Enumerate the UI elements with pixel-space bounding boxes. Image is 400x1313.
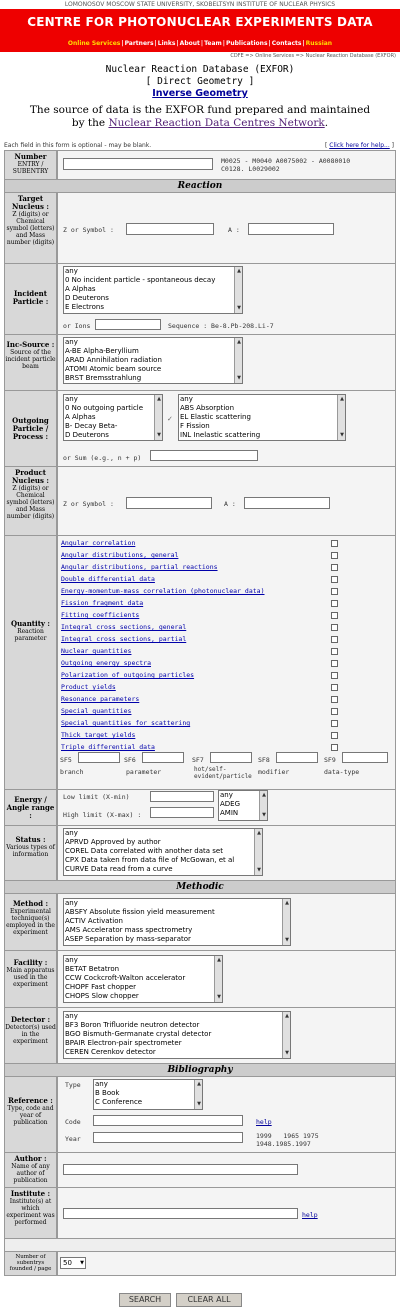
quantity-link[interactable]: Fission fragment data	[61, 599, 144, 607]
sf6-input[interactable]	[142, 752, 184, 763]
sf5-label: SF5	[60, 756, 72, 764]
author-row	[5, 1153, 395, 1187]
quantity-label: Quantity : Reaction parameter	[5, 536, 56, 789]
sf8-label: SF8	[258, 756, 270, 764]
section-methodic: Methodic	[5, 881, 395, 893]
chevron-down-icon: ▼	[80, 1260, 84, 1266]
year-label: Year	[65, 1135, 81, 1143]
outgoing-row	[5, 391, 395, 466]
quantity-checkbox[interactable]	[331, 564, 338, 571]
menu-contacts[interactable]: Contacts	[271, 40, 302, 47]
quantity-link[interactable]: Resonance parameters	[61, 695, 140, 703]
reference-cell	[58, 1077, 395, 1152]
sf8-input[interactable]	[276, 752, 318, 763]
quantity-checkbox[interactable]	[331, 540, 338, 547]
method-label: Method : Experimental technique(s) employed in the experiment	[5, 894, 56, 950]
energy-row	[5, 790, 395, 825]
subentries-cell	[58, 1252, 395, 1275]
quantity-link[interactable]: Energy-momentum-mass correlation (photonuclear data)	[61, 587, 265, 595]
or-sum-label: or Sum (e.g., n + p)	[63, 454, 142, 462]
quantity-link[interactable]: Double differential data	[61, 575, 155, 583]
incident-row	[5, 264, 395, 334]
quantity-link[interactable]: Polarization of outgoing particles	[61, 671, 195, 679]
subentries-select[interactable]: 50 ▼	[60, 1257, 86, 1269]
menu-about[interactable]: About	[179, 40, 200, 47]
scrollbar[interactable]	[259, 791, 267, 820]
source-suffix: .	[324, 117, 329, 129]
energy-cell	[58, 790, 395, 825]
quantity-checkbox[interactable]	[331, 588, 338, 595]
quantity-checkbox[interactable]	[331, 708, 338, 715]
target-row	[5, 193, 395, 263]
quantity-link[interactable]: Triple differential data	[61, 743, 155, 751]
quantity-link[interactable]: Integral cross sections, partial	[61, 635, 187, 643]
quantity-checkbox[interactable]	[331, 696, 338, 703]
quantity-checkbox[interactable]	[331, 552, 338, 559]
target-z-input[interactable]	[126, 223, 214, 235]
entry-cell	[58, 151, 395, 179]
incsource-label: Inc-Source : Source of the incident particle beam	[5, 335, 56, 390]
energy-label: Energy / Angle range :	[5, 790, 56, 825]
menu-links[interactable]: Links	[157, 40, 176, 47]
product-a-input[interactable]	[244, 497, 330, 509]
nrdc-network-link[interactable]: Nuclear Reaction Data Centres Network	[108, 117, 325, 129]
outgoing-label: Outgoing Particle / Process :	[5, 391, 56, 466]
breadcrumb[interactable]: CDFE => Online Services => Nuclear Reaction Database (EXFOR)	[230, 53, 396, 59]
institute-input[interactable]	[63, 1208, 298, 1219]
status-cell	[58, 826, 395, 880]
outgoing-cell	[58, 391, 395, 466]
code-input[interactable]	[93, 1115, 243, 1126]
quantity-link[interactable]: Integral cross sections, general	[61, 623, 187, 631]
spacer-row	[5, 1239, 395, 1251]
entry-example-1: M0025 - M0040 A0075002 - A0080010	[221, 157, 351, 165]
sf9-caption: data-type	[324, 768, 360, 776]
reference-label: Reference : Type, code and year of publication	[5, 1077, 56, 1152]
year-input[interactable]	[93, 1132, 243, 1143]
quantity-checkbox[interactable]	[331, 636, 338, 643]
quantity-checkbox[interactable]	[331, 660, 338, 667]
menu-russian[interactable]: Russian	[305, 40, 333, 47]
quantity-link[interactable]: Angular distributions, partial reactions	[61, 563, 218, 571]
menu-online-services[interactable]: Online Services	[67, 40, 121, 47]
help-link-wrap: [ Click here for help... ]	[325, 142, 394, 149]
entry-row	[5, 151, 395, 179]
site-banner	[0, 9, 400, 52]
entry-label: Number ENTRY / SUBENTRY	[5, 151, 56, 179]
method-cell	[58, 894, 395, 950]
incsource-row	[5, 335, 395, 390]
sf9-label: SF9	[324, 756, 336, 764]
sf7-label: SF7	[192, 756, 204, 764]
quantity-row	[5, 536, 395, 789]
outgoing-process-list[interactable]: any ABS Absorption EL Elastic scattering F Fission INL Inelastic scattering ▲ ▼	[178, 394, 346, 441]
institute-cell	[58, 1188, 395, 1238]
scrollbar[interactable]	[254, 829, 262, 875]
quantity-checkbox[interactable]	[331, 648, 338, 655]
section-bibliography: Bibliography	[5, 1064, 395, 1076]
quantity-link[interactable]: Fitting coefficients	[61, 611, 140, 619]
sf5-input[interactable]	[78, 752, 120, 763]
product-label: Product Nucleus : Z (digits) or Chemical symbol (letters) and Mass number (digits)	[5, 467, 56, 535]
scrollbar[interactable]	[337, 395, 345, 440]
quantity-checkbox[interactable]	[331, 576, 338, 583]
scrollbar[interactable]	[282, 1012, 290, 1058]
institution-line: LOMONOSOV MOSCOW STATE UNIVERSITY, SKOBELTSYN INSTITUTE OF NUCLEAR PHYSICS	[64, 1, 336, 8]
quantity-checkbox[interactable]	[331, 720, 338, 727]
main-menu: Online Services|Partners|Links|About|Team|Publications|Contacts|Russian	[67, 40, 333, 47]
target-a-input[interactable]	[248, 223, 334, 235]
quantity-link[interactable]: Product yields	[61, 683, 116, 691]
year-example-1: 1999 1965 1975	[256, 1132, 319, 1140]
optional-note: Each field in this form is optional - may be blank.	[4, 142, 152, 149]
sf6-caption: parameter	[126, 768, 162, 776]
product-row	[5, 467, 395, 535]
quantity-link[interactable]: Nuclear quantities	[61, 647, 132, 655]
method-list[interactable]: any ABSFY Absolute fission yield measurement ACTIV Activation AMS Accelerator mass spectrometry ASEP Separation by mass-separator ▲ ▼	[63, 898, 291, 946]
quantity-checkbox[interactable]	[331, 672, 338, 679]
product-z-input[interactable]	[126, 497, 212, 509]
section-reaction: Reaction	[5, 180, 395, 192]
quantity-link[interactable]: Angular distributions, general	[61, 551, 179, 559]
quantity-checkbox[interactable]	[331, 744, 338, 751]
institute-help-link[interactable]: help	[302, 1211, 318, 1219]
quantity-link[interactable]: Thick target yields	[61, 731, 136, 739]
source-line-1: The source of data is the EXFOR fund prepared and maintained	[29, 104, 371, 116]
scrollbar[interactable]	[194, 1080, 202, 1109]
detector-cell	[58, 1008, 395, 1063]
quantity-checkbox[interactable]	[331, 624, 338, 631]
inverse-geometry-link[interactable]: Inverse Geometry	[152, 88, 248, 99]
low-limit-input[interactable]	[150, 791, 214, 802]
incsource-cell	[58, 335, 395, 390]
reference-row	[5, 1077, 395, 1152]
status-label: Status : Various types of information	[5, 826, 56, 880]
reference-type-list[interactable]: any B Book C Conference ▲ ▼	[93, 1079, 203, 1110]
scrollbar[interactable]	[234, 338, 242, 383]
clear-all-button[interactable]: CLEAR ALL	[176, 1293, 242, 1307]
sf6-label: SF6	[124, 756, 136, 764]
sf8-caption: modifier	[258, 768, 290, 776]
quantity-checkbox[interactable]	[331, 612, 338, 619]
product-z-label: Z or Symbol :	[63, 500, 114, 508]
quantity-checkbox[interactable]	[331, 732, 338, 739]
sf9-input[interactable]	[342, 752, 388, 763]
high-limit-label: High limit (X-max) :	[63, 811, 142, 819]
quantity-cell	[58, 536, 395, 789]
facility-cell	[58, 951, 395, 1007]
incsource-list[interactable]: any A-BE Alpha-Beryllium ARAD Annihilation radiation ATOMI Atomic beam source BRST Bremsstrahlung ▲ ▼	[63, 337, 243, 384]
product-a-label: A :	[224, 500, 236, 508]
subentries-label: Number of subentrys founded / page	[5, 1252, 56, 1275]
source-prefix: by the	[71, 117, 109, 129]
menu-team[interactable]: Team	[204, 40, 222, 47]
sum-input[interactable]	[150, 450, 258, 461]
help-link[interactable]: Click here for help...	[329, 142, 390, 149]
scrollbar[interactable]	[282, 899, 290, 945]
facility-list[interactable]: any BETAT Betatron CCW Cockcroft-Walton accelerator CHOPF Fast chopper CHOPS Slow chopper ▲ ▼	[63, 955, 223, 1003]
incident-cell	[58, 264, 395, 334]
target-cell	[58, 193, 395, 263]
target-a-label: A :	[228, 226, 240, 234]
menu-partners[interactable]: Partners	[124, 40, 154, 47]
author-input[interactable]	[63, 1164, 298, 1175]
quantity-link[interactable]: Special quantities	[61, 707, 132, 715]
sf7-input[interactable]	[210, 752, 252, 763]
sf5-caption: branch	[60, 768, 84, 776]
quantity-link[interactable]: Special quantities for scattering	[61, 719, 191, 727]
scrollbar[interactable]	[214, 956, 222, 1002]
subentries-row	[5, 1252, 395, 1275]
entry-input[interactable]	[63, 158, 213, 170]
search-button[interactable]: SEARCH	[119, 1293, 171, 1307]
quantity-link[interactable]: Outgoing energy spectra	[61, 659, 152, 667]
scrollbar[interactable]	[154, 395, 162, 440]
quantity-checkbox[interactable]	[331, 600, 338, 607]
target-label: Target Nucleus : Z (digits) or Chemical symbol (letters) and Mass number (digits)	[5, 193, 56, 263]
method-row	[5, 894, 395, 950]
quantity-link[interactable]: Angular correlation	[61, 539, 136, 547]
low-limit-label: Low limit (X-min)	[63, 793, 130, 801]
author-cell	[58, 1153, 395, 1187]
incident-particle-list[interactable]: any 0 No incident particle - spontaneous decay A Alphas D Deuterons E Electrons ▲ ▼	[63, 266, 243, 314]
or-ions-label: or Ions	[63, 322, 91, 330]
quantity-checkbox[interactable]	[331, 684, 338, 691]
target-z-label: Z or Symbol :	[63, 226, 114, 234]
page-subtitle: [ Direct Geometry ]	[145, 76, 255, 87]
author-label: Author : Name of any author of publication	[5, 1153, 56, 1187]
status-list[interactable]: any APRVD Approved by author COREL Data correlated with another data set CPX Data taken from data file of McGowan, et al CURVE Data read from a curve ▲ ▼	[63, 828, 263, 876]
code-label: Code	[65, 1118, 81, 1126]
checkmark-icon: ✓	[167, 415, 173, 423]
product-cell	[58, 467, 395, 535]
detector-list[interactable]: any BF3 Boron Trifluoride neutron detector BGO Bismuth-Germanate crystal detector BPAIR Electron-pair spectrometer CEREN Cerenkov detector ▲ ▼	[63, 1011, 291, 1059]
entry-example-2: C0128. L0029002	[221, 165, 280, 173]
year-example-2: 1948.1985.1997	[256, 1140, 311, 1148]
status-row	[5, 826, 395, 880]
facility-row	[5, 951, 395, 1007]
institute-row	[5, 1188, 395, 1238]
source-line-2	[0, 117, 400, 130]
code-help-link[interactable]: help	[256, 1118, 272, 1126]
incident-label: Incident Particle :	[5, 264, 56, 334]
detector-label: Detector : Detector(s) used in the experiment	[5, 1008, 56, 1063]
source-note	[0, 104, 400, 130]
outgoing-particle-list[interactable]: any 0 No outgoing particle A Alphas B- Decay Beta- D Deuterons ▲ ▼	[63, 394, 163, 441]
type-label: Type	[65, 1081, 81, 1089]
facility-label: Facility : Main apparatus used in the experiment	[5, 951, 56, 1007]
high-limit-input[interactable]	[150, 807, 214, 818]
detector-row	[5, 1008, 395, 1063]
site-title: CENTRE FOR PHOTONUCLEAR EXPERIMENTS DATA	[27, 15, 373, 29]
page-title: Nuclear Reaction Database (EXFOR)	[105, 64, 295, 75]
menu-publications[interactable]: Publications	[225, 40, 268, 47]
institute-label: Institute : Institute(s) at which experiment was performed	[5, 1188, 56, 1238]
ions-input[interactable]	[95, 319, 161, 330]
energy-unit-list[interactable]: any ADEG AMIN ▲ ▼	[218, 790, 268, 821]
ions-sequence-example: Sequence : Be-8.Pb-208.Li-7	[168, 322, 274, 330]
sf7-caption: hot/self-evident/particle	[194, 766, 252, 780]
scrollbar[interactable]	[234, 267, 242, 313]
